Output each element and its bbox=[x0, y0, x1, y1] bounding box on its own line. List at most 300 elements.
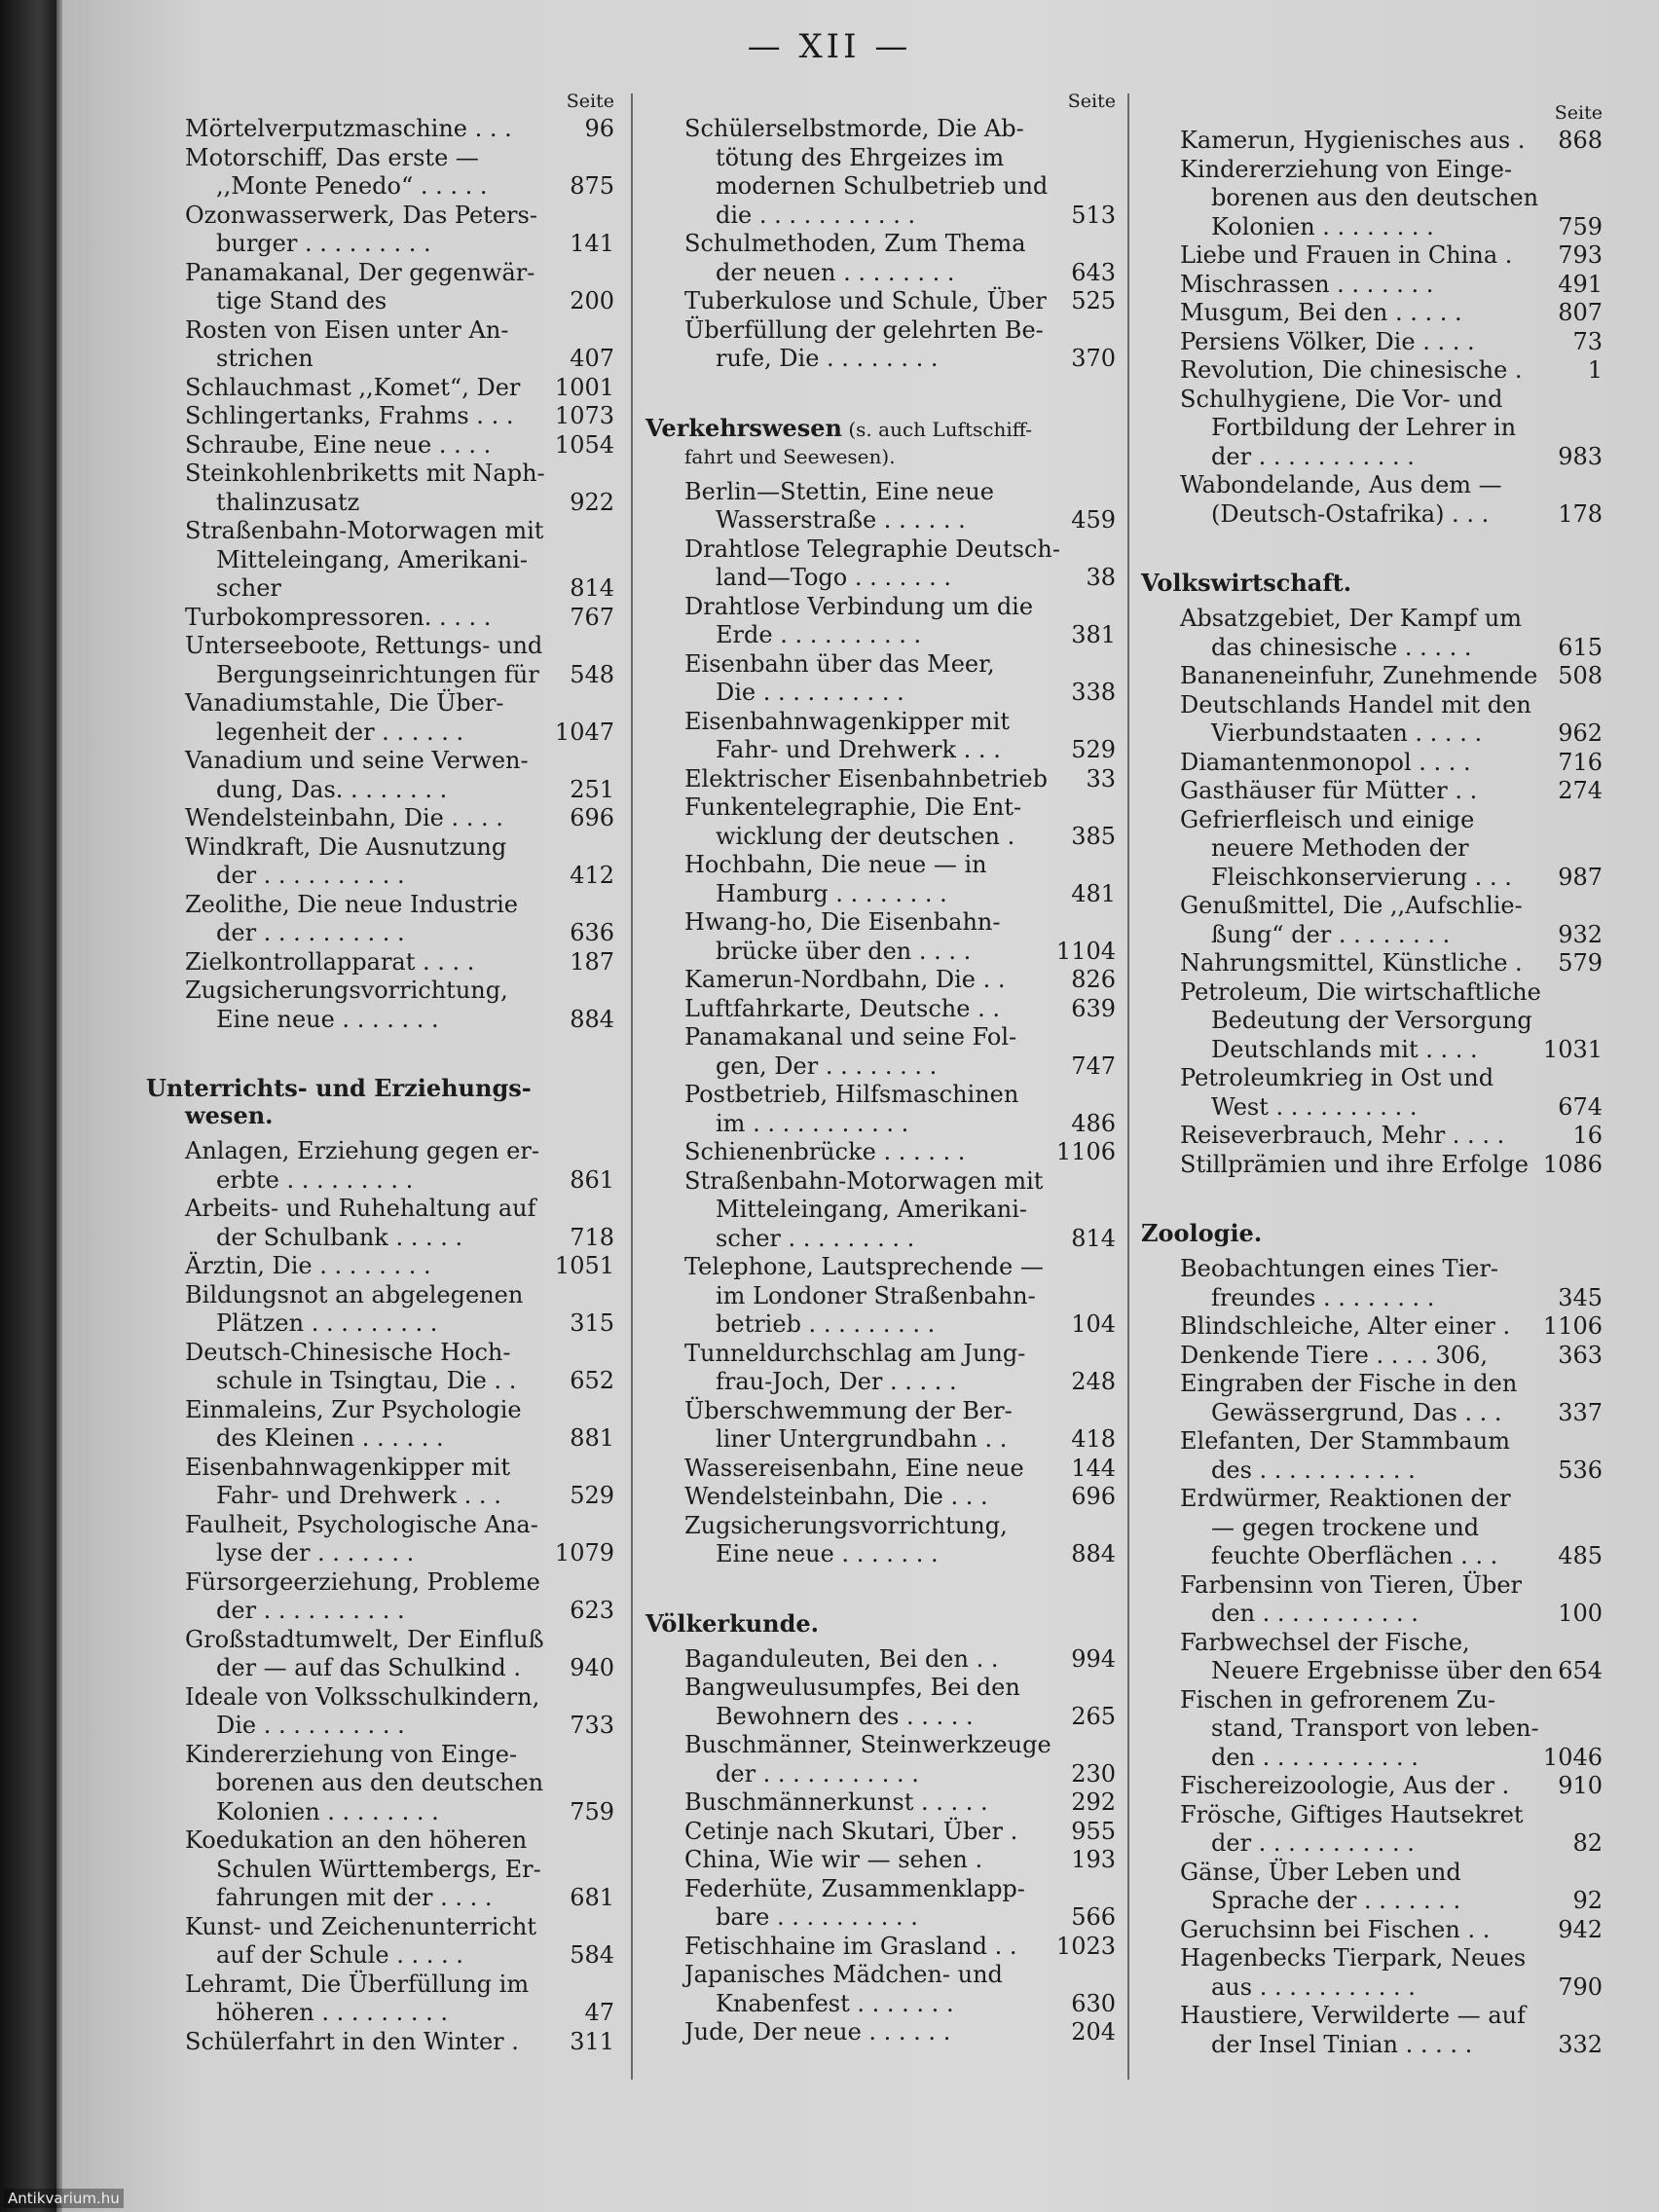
index-entry-text: Elektrischer Eisenbahnbetrieb bbox=[684, 764, 1048, 793]
index-entry-text: Stillprämien und ihre Erfolge bbox=[1180, 1150, 1529, 1178]
index-entry bbox=[146, 689, 618, 747]
index-entry-text: des Kleinen . . . . . . bbox=[216, 1424, 444, 1452]
index-entry bbox=[1141, 1370, 1606, 1427]
index-entry-page: 47 bbox=[584, 1999, 614, 2026]
index-entry-page: 1023 bbox=[1055, 1932, 1116, 1960]
index-entry-text: Plätzen . . . . . . . . . bbox=[216, 1309, 438, 1337]
index-entry-page: 508 bbox=[1558, 662, 1603, 689]
index-entry-text: gen, Der . . . . . . . . bbox=[716, 1051, 938, 1080]
index-entry-text: Drahtlose Verbindung um die bbox=[684, 592, 1034, 620]
index-entry-text: Tunneldurchschlag am Jung- bbox=[684, 1339, 1026, 1367]
index-entry-page: 82 bbox=[1572, 1829, 1603, 1857]
index-entry bbox=[1141, 1686, 1606, 1773]
index-entry-text: Persiens Völker, Die . . . . bbox=[1180, 327, 1475, 355]
index-entry-page: 486 bbox=[1071, 1109, 1116, 1137]
index-entry-page: 1106 bbox=[1542, 1312, 1603, 1340]
index-entry-text: Bildungsnot an abgelegenen bbox=[185, 1280, 524, 1309]
index-entry-text: Gänse, Über Leben und bbox=[1180, 1858, 1461, 1886]
index-entry-text: Fortbildung der Lehrer in bbox=[1211, 414, 1517, 441]
index-entry bbox=[1141, 156, 1606, 242]
index-entry bbox=[1141, 1064, 1606, 1122]
index-entry bbox=[146, 632, 618, 689]
index-entry-text: Mischrassen . . . . . . . bbox=[1180, 270, 1434, 298]
index-entry-page: 370 bbox=[1071, 345, 1116, 372]
index-entry-text: feuchte Oberflächen . . . bbox=[1211, 1542, 1498, 1569]
index-entry-text: Überschwemmung der Ber- bbox=[684, 1396, 1013, 1424]
index-entry bbox=[1141, 356, 1606, 386]
watermark: Antikvarium.hu bbox=[4, 2189, 124, 2208]
index-entry-text: stand, Transport von leben- bbox=[1211, 1714, 1539, 1742]
index-entry-text: Windkraft, Die Ausnutzung bbox=[185, 832, 507, 861]
index-entry-text: der Insel Tinian . . . . . bbox=[1211, 2030, 1473, 2058]
index-entry-text: Blindschleiche, Alter einer . bbox=[1180, 1312, 1511, 1340]
index-entry-text: ,,Monte Penedo“ . . . . . bbox=[216, 172, 488, 200]
index-entry-text: Genußmittel, Die ,,Aufschlie- bbox=[1180, 892, 1523, 919]
index-entry-text: Ideale von Volksschulkindern, bbox=[185, 1682, 540, 1711]
index-entry-text: Schlingertanks, Frahms . . . bbox=[185, 402, 514, 429]
index-entry-text: Einmaleins, Zur Psychologie bbox=[185, 1395, 522, 1423]
index-entry bbox=[1141, 1944, 1606, 2002]
index-entry-page: 251 bbox=[570, 775, 614, 803]
index-entry-text: Vierbundstaaten . . . . . bbox=[1211, 719, 1483, 747]
index-entry-page: 459 bbox=[1071, 506, 1116, 534]
index-entry-text: tötung des Ehrgeizes im bbox=[716, 143, 1005, 171]
index-entry-text: Kunst- und Zeichenunterricht bbox=[185, 1912, 536, 1940]
index-entry-text: Funkentelegraphie, Die Ent- bbox=[684, 793, 1022, 821]
index-entry-text: Zugsicherungsvorrichtung, bbox=[684, 1511, 1008, 1539]
index-entry-text: erbte . . . . . . . . . bbox=[216, 1165, 414, 1194]
index-entry-text: Lehramt, Die Überfüllung im bbox=[185, 1970, 530, 1998]
index-entry-text: Eisenbahn über das Meer, bbox=[684, 649, 995, 678]
index-entry-text: Vanadiumstahle, Die Über- bbox=[185, 689, 504, 717]
index-entry bbox=[645, 908, 1120, 966]
index-entry-page: 942 bbox=[1558, 1915, 1603, 1943]
index-entry bbox=[1141, 271, 1606, 300]
index-entry bbox=[1141, 806, 1606, 893]
index-entry-text: brücke über den . . . . bbox=[716, 937, 972, 965]
index-entry bbox=[146, 202, 618, 259]
index-entry-text: der . . . . . . . . . . bbox=[216, 862, 405, 889]
index-entry-text: West . . . . . . . . . . bbox=[1211, 1092, 1418, 1121]
index-entry-text: Kamerun, Hygienisches aus . bbox=[1180, 127, 1526, 154]
index-entry bbox=[645, 1340, 1120, 1397]
index-entry bbox=[1141, 2002, 1606, 2059]
index-entry-text: Wasserstraße . . . . . . bbox=[716, 506, 966, 534]
index-entry-page: 987 bbox=[1558, 863, 1603, 891]
index-entry-text: Zeolithe, Die neue Industrie bbox=[185, 890, 519, 918]
index-entry-text: Deutschlands Handel mit den bbox=[1180, 690, 1531, 719]
index-entry bbox=[645, 650, 1120, 708]
index-entry-text: der . . . . . . . . . . . bbox=[1211, 1829, 1415, 1857]
index-entry-text: das chinesische . . . . . bbox=[1211, 633, 1472, 661]
index-entry-text: wicklung der deutschen . bbox=[716, 822, 1015, 850]
index-entry-page: 643 bbox=[1071, 258, 1116, 286]
section-heading-line2: wesen. bbox=[185, 1101, 274, 1129]
index-entry-text: Schulhygiene, Die Vor- und bbox=[1180, 385, 1503, 413]
index-entry-text: Bangweulusumpfes, Bei den bbox=[684, 1674, 1020, 1701]
index-entry bbox=[645, 1645, 1120, 1675]
index-entry-text: Erdwürmer, Reaktionen der bbox=[1180, 1485, 1511, 1512]
index-entry bbox=[645, 793, 1120, 851]
index-entry bbox=[146, 1683, 618, 1741]
section-heading bbox=[645, 1610, 1120, 1638]
index-entry-page: 814 bbox=[1071, 1224, 1116, 1252]
index-entry-text: Schraube, Eine neue . . . . bbox=[185, 430, 492, 459]
index-entry-text: Fischereizoologie, Aus der . bbox=[1180, 1772, 1510, 1799]
index-entry-text: Straßenbahn-Motorwagen mit bbox=[684, 1166, 1044, 1195]
index-entry-text: Kolonien . . . . . . . . bbox=[216, 1797, 439, 1825]
index-entry bbox=[1141, 1629, 1606, 1686]
index-entry-page: 33 bbox=[1086, 764, 1116, 793]
index-entry-text: Knabenfest . . . . . . . bbox=[716, 1989, 954, 2017]
index-entry-text: Reiseverbrauch, Mehr . . . . bbox=[1180, 1122, 1505, 1149]
index-entry-text: der neuen . . . . . . . . bbox=[716, 258, 955, 286]
index-entry-page: 92 bbox=[1572, 1887, 1603, 1914]
index-entry-text: Wassereisenbahn, Eine neue bbox=[684, 1454, 1024, 1482]
index-entry-text: Ozonwasserwerk, Das Peters- bbox=[185, 201, 537, 229]
index-entry-text: Schülerfahrt in den Winter . bbox=[185, 2027, 519, 2055]
index-entry-text: ßung“ der . . . . . . . . bbox=[1211, 920, 1451, 948]
index-entry-page: 248 bbox=[1071, 1368, 1116, 1395]
index-entry-page: 548 bbox=[570, 660, 614, 688]
index-entry-text: Bewohnern des . . . . . bbox=[716, 1702, 974, 1730]
index-entry-text: bare . . . . . . . . . . bbox=[716, 1903, 918, 1931]
index-entry-text: Jude, Der neue . . . . . . bbox=[684, 2018, 951, 2046]
section-heading-text: Volkswirtschaft. bbox=[1141, 569, 1352, 597]
index-entry bbox=[146, 1626, 618, 1683]
index-entry bbox=[645, 478, 1120, 535]
index-entry-page: 529 bbox=[570, 1482, 614, 1509]
index-entry bbox=[645, 851, 1120, 908]
index-entry-text: Turbokompressoren. . . . . bbox=[185, 603, 492, 631]
index-entry bbox=[146, 604, 618, 633]
index-entry-text: Panamakanal, Der gegenwär- bbox=[185, 258, 535, 286]
index-entry bbox=[645, 316, 1120, 374]
index-entry-text: Eine neue . . . . . . . bbox=[216, 1005, 439, 1033]
index-entry bbox=[1141, 1571, 1606, 1629]
index-entry-text: Baganduleuten, Bei den . . bbox=[684, 1644, 999, 1673]
index-entry-page: 615 bbox=[1558, 633, 1603, 661]
section-heading-line2: fahrt und Seewesen). bbox=[684, 444, 896, 468]
index-entry bbox=[146, 402, 618, 431]
index-entry-text: Fürsorgeerziehung, Probleme bbox=[185, 1567, 540, 1596]
index-entry-page: 696 bbox=[1071, 1483, 1116, 1510]
index-entry-page: 566 bbox=[1071, 1903, 1116, 1931]
index-entry bbox=[645, 1961, 1120, 2018]
index-entry-text: Hagenbecks Tierpark, Neues bbox=[1180, 1944, 1527, 1972]
index-entry bbox=[1141, 749, 1606, 778]
index-entry-page: 910 bbox=[1558, 1772, 1603, 1799]
index-entry-text: Rosten von Eisen unter An- bbox=[185, 315, 509, 344]
index-entry-text: Absatzgebiet, Der Kampf um bbox=[1180, 605, 1522, 632]
index-entry-page: 814 bbox=[570, 574, 614, 602]
index-entry-text: auf der Schule . . . . . bbox=[216, 1941, 463, 1969]
index-entry-text: Cetinje nach Skutari, Über . bbox=[684, 1817, 1018, 1845]
index-entry bbox=[645, 1933, 1120, 1962]
index-entry-text: der — auf das Schulkind . bbox=[216, 1654, 521, 1681]
index-entry bbox=[645, 1674, 1120, 1731]
index-entry-page: 481 bbox=[1071, 879, 1116, 907]
index-entry bbox=[1141, 777, 1606, 806]
index-entry bbox=[645, 708, 1120, 765]
seite-label: Seite bbox=[1067, 91, 1116, 112]
index-entry-page: 955 bbox=[1071, 1817, 1116, 1845]
index-entry-text: die . . . . . . . . . . . bbox=[716, 201, 916, 229]
index-entry bbox=[1141, 1916, 1606, 1945]
index-entry-page: 363 bbox=[1558, 1341, 1603, 1369]
index-entry-page: 884 bbox=[1071, 1540, 1116, 1567]
index-entry-text: Diamantenmonopol . . . . bbox=[1180, 748, 1471, 776]
index-entry-page: 881 bbox=[570, 1424, 614, 1452]
index-column-1 bbox=[146, 90, 618, 2056]
index-entry-page: 265 bbox=[1071, 1702, 1116, 1730]
index-entry-text: Deutschlands mit . . . . bbox=[1211, 1035, 1478, 1063]
index-entry-text: Die . . . . . . . . . . bbox=[716, 679, 904, 706]
index-entry bbox=[146, 1137, 618, 1195]
index-entry-text: (Deutsch-Ostafrika) . . . bbox=[1211, 499, 1490, 528]
index-entry-text: Schülerselbstmorde, Die Ab- bbox=[684, 115, 1024, 142]
index-entry bbox=[146, 1195, 618, 1252]
section-heading-note: (s. auch Luftschiff- bbox=[842, 417, 1032, 441]
index-entry-page: 807 bbox=[1558, 299, 1603, 326]
index-entry-page: 338 bbox=[1071, 679, 1116, 706]
index-entry bbox=[1141, 1427, 1606, 1485]
index-entry-text: Nahrungsmittel, Künstliche . bbox=[1180, 949, 1523, 977]
index-entry-text: Buschmänner, Steinwerkzeuge bbox=[684, 1731, 1051, 1758]
index-entry bbox=[146, 1281, 618, 1339]
index-entry-text: Bedeutung der Versorgung bbox=[1211, 1007, 1532, 1034]
index-entry-text: Frösche, Giftiges Hautsekret bbox=[1180, 1800, 1524, 1828]
index-entry-text: Japanisches Mädchen- und bbox=[684, 1961, 1003, 1988]
index-entry-page: 187 bbox=[570, 947, 614, 976]
index-entry-text: Wendelsteinbahn, Die . . . . bbox=[185, 804, 503, 831]
index-entry-text: modernen Schulbetrieb und bbox=[716, 172, 1049, 200]
section-heading bbox=[146, 1075, 618, 1129]
index-entry-text: freundes . . . . . . . . bbox=[1211, 1283, 1435, 1311]
column-rule-left bbox=[631, 93, 633, 2080]
index-entry bbox=[146, 259, 618, 316]
index-entry bbox=[1141, 978, 1606, 1065]
index-entry bbox=[146, 1252, 618, 1281]
index-entry-page: 381 bbox=[1071, 621, 1116, 648]
index-entry-page: 983 bbox=[1558, 442, 1603, 470]
index-entry bbox=[645, 1167, 1120, 1254]
index-entry bbox=[645, 995, 1120, 1024]
index-entry-text: Drahtlose Telegraphie Deutsch- bbox=[684, 535, 1060, 563]
index-entry bbox=[645, 765, 1120, 794]
index-entry bbox=[1141, 1255, 1606, 1312]
index-entry-text: Gasthäuser für Mütter . . bbox=[1180, 777, 1478, 804]
index-entry-page: 1054 bbox=[554, 430, 614, 459]
index-entry-page: 636 bbox=[570, 919, 614, 946]
index-entry bbox=[645, 535, 1120, 593]
index-entry-text: Haustiere, Verwilderte — auf bbox=[1180, 2002, 1526, 2029]
index-entry bbox=[146, 2028, 618, 2057]
index-entry-page: 790 bbox=[1558, 1972, 1603, 2001]
index-entry-text: Wendelsteinbahn, Die . . . bbox=[684, 1483, 988, 1510]
index-entry-text: Musgum, Bei den . . . . . bbox=[1180, 299, 1462, 326]
section-heading bbox=[1141, 1220, 1606, 1247]
index-entry-page: 345 bbox=[1558, 1283, 1603, 1311]
index-entry bbox=[1141, 662, 1606, 691]
index-entry-text: Bergungseinrichtungen für bbox=[216, 660, 539, 688]
index-entry bbox=[146, 1396, 618, 1454]
index-entry bbox=[1141, 241, 1606, 271]
index-entry-page: 793 bbox=[1558, 241, 1603, 269]
book-binding bbox=[0, 0, 56, 2212]
index-entry-page: 654 bbox=[1558, 1657, 1603, 1684]
index-entry bbox=[146, 1568, 618, 1626]
index-entry-text: der . . . . . . . . . . bbox=[216, 1597, 405, 1624]
index-entry-text: Gefrierfleisch und einige bbox=[1180, 805, 1475, 833]
section-heading-text: Unterrichts- und Erziehungs- bbox=[146, 1074, 532, 1102]
index-entry-text: Steinkohlenbriketts mit Naph- bbox=[185, 460, 545, 487]
index-entry-page: 868 bbox=[1558, 127, 1603, 154]
index-entry-page: 681 bbox=[570, 1884, 614, 1911]
index-entry bbox=[645, 1023, 1120, 1081]
index-entry bbox=[146, 517, 618, 604]
index-entry-text: borenen aus den deutschen bbox=[1211, 184, 1539, 211]
index-entry-page: 418 bbox=[1071, 1425, 1116, 1453]
index-entry bbox=[146, 1741, 618, 1827]
index-entry-text: Erde . . . . . . . . . . bbox=[716, 621, 922, 648]
index-entry-text: Schulen Württembergs, Er- bbox=[216, 1855, 541, 1883]
index-entry-page: 1046 bbox=[1542, 1743, 1603, 1771]
index-entry-page: 16 bbox=[1572, 1122, 1603, 1149]
index-entry-text: Mitteleingang, Amerikani- bbox=[216, 545, 529, 573]
index-entry-page: 639 bbox=[1071, 994, 1116, 1022]
index-entry bbox=[645, 1138, 1120, 1167]
index-entry-text: Fahr- und Drehwerk . . . bbox=[216, 1482, 501, 1509]
index-entry bbox=[1141, 1859, 1606, 1916]
index-entry bbox=[645, 1483, 1120, 1512]
index-entry bbox=[645, 1731, 1120, 1788]
index-entry-page: 100 bbox=[1558, 1600, 1603, 1627]
index-entry bbox=[645, 1253, 1120, 1340]
index-entry-text: Vanadium und seine Verwen- bbox=[185, 747, 529, 774]
index-entry-text: Kamerun-Nordbahn, Die . . bbox=[684, 966, 1006, 993]
index-entry-text: Großstadtumwelt, Der Einfluß bbox=[185, 1625, 544, 1653]
index-entry-text: Motorschiff, Das erste — bbox=[185, 143, 479, 171]
index-entry-text: lyse der . . . . . . . bbox=[216, 1539, 415, 1567]
index-entry-text: Berlin—Stettin, Eine neue bbox=[684, 477, 994, 505]
index-entry bbox=[146, 316, 618, 374]
index-entry-text: scher . . . . . . . . . bbox=[716, 1224, 915, 1252]
index-entry-text: Neuere Ergebnisse über den bbox=[1211, 1657, 1553, 1684]
index-entry-text: strichen bbox=[216, 345, 313, 372]
index-entry-text: höheren . . . . . . . . . bbox=[216, 1999, 449, 2026]
index-entry-page: 630 bbox=[1071, 1989, 1116, 2017]
index-entry-text: tige Stand des bbox=[216, 287, 387, 314]
seite-label: Seite bbox=[1554, 102, 1603, 124]
index-entry bbox=[146, 1339, 618, 1396]
index-entry bbox=[645, 1455, 1120, 1484]
index-entry-page: 875 bbox=[570, 172, 614, 200]
index-entry bbox=[1141, 127, 1606, 156]
index-entry-page: 193 bbox=[1071, 1846, 1116, 1873]
index-entry-text: borenen aus den deutschen bbox=[216, 1769, 544, 1796]
index-entry-page: 292 bbox=[1071, 1788, 1116, 1816]
index-entry bbox=[645, 1397, 1120, 1455]
index-entry-page: 274 bbox=[1558, 777, 1603, 804]
index-entry-text: Schulmethoden, Zum Thema bbox=[684, 230, 1026, 257]
index-entry-text: Gewässergrund, Das . . . bbox=[1211, 1398, 1502, 1426]
index-entry-text: Beobachtungen eines Tier- bbox=[1180, 1255, 1499, 1282]
index-entry-text: Fahr- und Drehwerk . . . bbox=[716, 736, 1001, 763]
index-entry bbox=[146, 948, 618, 977]
index-entry-text: legenheit der . . . . . . bbox=[216, 718, 464, 746]
index-entry-page: 674 bbox=[1558, 1092, 1603, 1121]
index-entry bbox=[1141, 1151, 1606, 1180]
index-entry bbox=[645, 593, 1120, 650]
index-entry bbox=[146, 833, 618, 891]
index-entry-text: Wabondelande, Aus dem — bbox=[1180, 471, 1502, 498]
index-entry-text: Revolution, Die chinesische . bbox=[1180, 356, 1523, 384]
column-rule-right bbox=[1127, 93, 1129, 2080]
index-entry bbox=[645, 115, 1120, 230]
index-entry-text: Eine neue . . . . . . . bbox=[716, 1540, 939, 1567]
index-entry bbox=[146, 431, 618, 461]
index-entry bbox=[146, 1913, 618, 1971]
index-entry bbox=[1141, 949, 1606, 978]
index-entry bbox=[645, 1512, 1120, 1569]
index-entry bbox=[645, 1818, 1120, 1847]
index-column-3 bbox=[1141, 101, 1606, 2059]
index-entry-page: 759 bbox=[1558, 212, 1603, 240]
index-entry-text: Tuberkulose und Schule, Über bbox=[684, 287, 1047, 314]
index-entry-page: 1106 bbox=[1055, 1138, 1116, 1165]
index-entry-text: Zugsicherungsvorrichtung, bbox=[185, 977, 508, 1004]
index-entry-page: 747 bbox=[1071, 1051, 1116, 1080]
section-heading bbox=[645, 415, 1120, 470]
index-entry-text: Farbwechsel der Fische, bbox=[1180, 1628, 1470, 1656]
index-entry-page: 332 bbox=[1558, 2030, 1603, 2058]
index-entry-page: 1 bbox=[1587, 356, 1603, 384]
index-entry-page: 696 bbox=[570, 804, 614, 831]
index-entry bbox=[645, 966, 1120, 995]
index-entry bbox=[146, 374, 618, 403]
index-entry-text: burger . . . . . . . . . bbox=[216, 230, 431, 257]
index-entry-page: 759 bbox=[570, 1797, 614, 1825]
index-entry-text: Anlagen, Erziehung gegen er- bbox=[185, 1137, 539, 1164]
index-entry bbox=[645, 2018, 1120, 2047]
seite-label: Seite bbox=[566, 91, 614, 112]
index-entry-page: 718 bbox=[570, 1223, 614, 1251]
index-entry-text: scher bbox=[216, 574, 281, 602]
index-entry bbox=[146, 1511, 618, 1568]
index-entry-page: 716 bbox=[1558, 748, 1603, 776]
index-entry-text: Fetischhaine im Grasland . . bbox=[684, 1932, 1017, 1960]
index-entry-text: China, Wie wir — sehen . bbox=[684, 1846, 983, 1873]
index-entry bbox=[1141, 1485, 1606, 1571]
index-entry-page: 104 bbox=[1071, 1310, 1116, 1338]
index-entry-text: Telephone, Lautsprechende — bbox=[684, 1253, 1044, 1280]
index-entry-text: im Londoner Straßenbahn- bbox=[716, 1281, 1036, 1309]
index-entry-text: Mörtelverputzmaschine . . . bbox=[185, 115, 512, 142]
index-entry bbox=[1141, 299, 1606, 328]
index-entry-page: 178 bbox=[1558, 499, 1603, 528]
index-entry-page: 884 bbox=[570, 1005, 614, 1033]
index-entry-text: der Schulbank . . . . . bbox=[216, 1223, 463, 1251]
index-entry-page: 536 bbox=[1558, 1456, 1603, 1484]
index-entry bbox=[146, 977, 618, 1034]
index-entry-page: 1086 bbox=[1542, 1150, 1603, 1178]
index-entry-text: Kolonien . . . . . . . . bbox=[1211, 212, 1434, 240]
index-entry-text: Deutsch-Chinesische Hoch- bbox=[185, 1338, 511, 1366]
index-entry-page: 412 bbox=[570, 862, 614, 889]
section-heading-text: Verkehrswesen bbox=[645, 413, 842, 442]
index-entry bbox=[1141, 328, 1606, 357]
